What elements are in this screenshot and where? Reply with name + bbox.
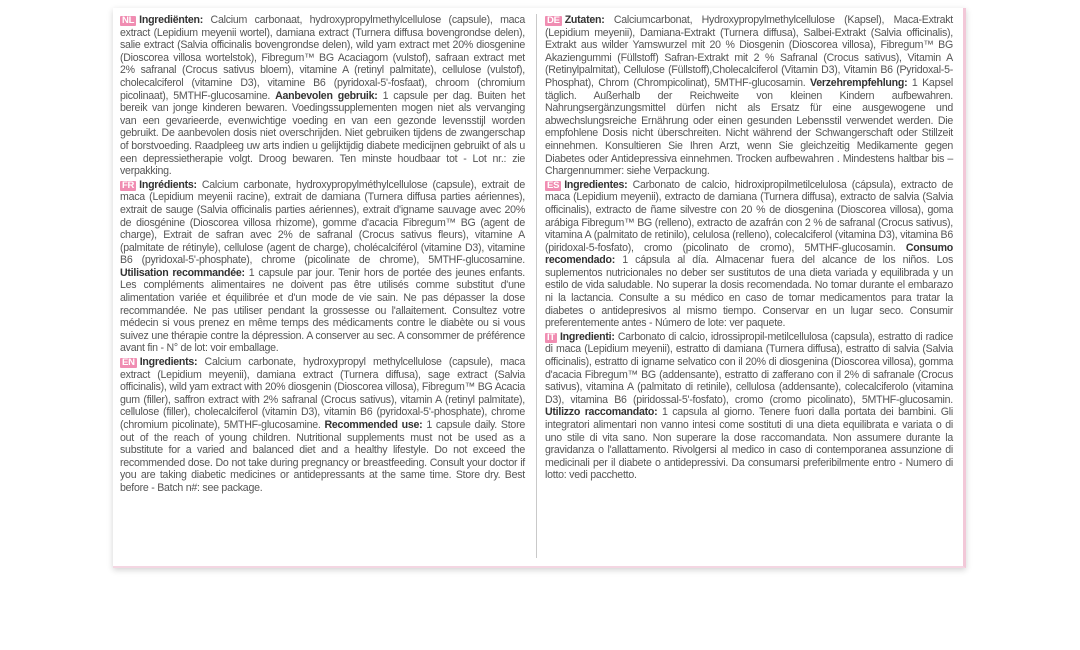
ingredients-text-nl: Calcium carbonaat, hydroxypropylmethylcellulose (capsule), maca extract (Lepidium meyenii wortel), damiana extract (Turnera diffusa bovengrondse delen), salie extract (Salvia officinalis bovengrondse delen), wild yam extract met 20% diosgenine (Dioscorea villosa wortelstok), Fibregum™ BG Acaciagom (vulstof), safraan extract met 2% safranal (Crocus sativus bloem), vitamine A (retinyl palmitate), cellulose (vulstof), cholecalciferol (vitamine D3), vitamine B6 (pyridoxal-5'-fosfaat), chroom (chromium picolinaat), 5MTHF-glucosamine.: [120, 14, 525, 102]
ingredients-heading-es: Ingredientes:: [564, 178, 628, 191]
ingredients-text-it: Carbonato di calcio, idrossipropil-metilcellulosa (capsula), estratto di radice di maca (Lepidium meyenii), estratto di damiana (Turnera diffusa), estratto di salvia (Salvia officinalis), estratto di igname selvatico con il 20% di diosgenina (Dioscorea villosa), gomma d'acacia Fibregum™ BG (addensante), estratto di zafferano con il 2% di safranale (Crocus sativus), vitamina A (palmitato di retinile), cellulosa (addensante), colecalciferolo (vitamina D3), vitamina B6 (piridossal-5'-fosfato), cromo (cromo picolinato), 5MTHF-glucosamin.: [545, 330, 953, 406]
language-badge-it: IT: [547, 331, 555, 343]
section-de: [545, 14, 953, 178]
ingredients-text-de: Calciumcarbonat, Hydroxypropylmethylcellulose (Kapsel), Maca-Extrakt (Lepidium meyenii), Damiana-Extrakt (Turnera diffusa), Salbei-Extrakt (Salvia officinalis), Extrakt aus wilder Yamswurzel mit 20 % Diosgenin (Dioscorea villosa), Fibregum™ BG Akaziengummi (Füllstoff) Safran-Extrakt mit 2 % Safranal (Crocus sativus), Vitamin A (Retinylpalmitat), Cellulose (Füllstoff),Cholecalciferol (Vitamin D3), Vitamin B6 (Pyridoxal-5-Phosphat), Chrom (Chrompicolinat), 5MTHF-glucosamin.: [545, 14, 953, 89]
ingredients-heading-fr: Ingrédients:: [139, 178, 197, 191]
ingredients-heading-nl: Ingrediënten:: [139, 14, 204, 26]
ingredients-text-fr: Calcium carbonate, hydroxypropylméthylcellulose (capsule), extrait de maca (Lepidium meyenii racine), extrait de damiana (Turnera diffusa parties aériennes), extrait de sauge (Salvia officinalis parties aériennes), extrait d'igname sauvage avec 20% de diosgénine (Dioscorea villosa rhizome), gomme d'acacia Fibregum™ BG (agent de charge), Extrait de safran avec 2% de safranal (Crocus sativus fleurs), vitamine A (palmitate de rétinyle), cellulose (agent de charge), cholécalciférol (vitamine D3), vitamine B6 (pyridoxal-5'-phosphate), chrome (picolinate de chrome), 5MTHF-glucosamine.: [120, 178, 525, 267]
section-es: [545, 179, 953, 330]
usage-text-fr: 1 capsule par jour. Tenir hors de portée des jeunes enfants. Les compléments alimentaires ne doivent pas être utilisés comme substitut d'une alimentation variée et équilibrée et d'un mode de vie sain. Ne pas dépasser la dose recommandée. Ne pas utiliser pendant la grossesse ou l'allaitement. Consultez votre médecin si vous prenez en même temps des médicaments contre le diabète ou si vous suivez une thérapie contre la dépression. A conserver au sec. A consommer de préférence avant fin - N° de lot: voir emballage.: [120, 266, 525, 355]
usage-heading-nl: Aanbevolen gebruik:: [275, 89, 378, 102]
column-divider: [536, 14, 537, 558]
section-nl: [120, 14, 525, 178]
usage-text-nl: 1 capsule per dag. Buiten het bereik van jonge kinderen bewaren. Voedingssupplementen mogen niet als vervanging van een gevarieerde, evenwichtige voeding en van een gezonde levensstijl worden gebruikt. De aanbevolen dosis niet overschrijden. Niet gebruiken tijdens de zwangerschap of borstvoeding. Raadpleeg uw arts indien u gelijktijdig diabete medicijnen gebruikt of als u een depressietherapie volgt. Droog bewaren. Ten minste houdbaar tot - Lot nr.: zie verpakking.: [120, 89, 526, 178]
usage-text-de: 1 Kapsel täglich. Außerhalb der Reichweite von kleinen Kindern aufbewahren. Nahrungsergänzungsmittel dürfen nicht als Ersatz für eine ausgewogene und abwechslungsreiche Ernährung oder einen gesunden Lebensstil verwendet werden. Die empfohlene Dosis nicht überschreiten. Nicht während der Schwangerschaft oder Stillzeit einnehmen. Konsultieren Sie Ihren Arzt, wenn Sie gleichzeitig Medikamente gegen Diabetes oder Antidepressiva einnehmen. Trocken aufbewahren . Mindestens haltbar bis – Chargennummer: siehe Verpackung.: [545, 76, 953, 178]
section-it: [545, 331, 953, 482]
right-column: [545, 14, 953, 483]
section-fr: [120, 179, 525, 355]
language-badge-nl: NL: [122, 15, 135, 26]
usage-heading-it: Utilizzo raccomandato:: [545, 406, 658, 419]
usage-heading-fr: Utilisation recommandée:: [120, 266, 245, 279]
language-badge-fr: FR: [122, 179, 135, 191]
usage-heading-en: Recommended use:: [324, 419, 423, 431]
language-badge-es: ES: [547, 179, 560, 191]
ingredients-heading-it: Ingredienti:: [559, 330, 615, 343]
ingredients-heading-en: Ingredients:: [139, 356, 198, 369]
section-en: [120, 356, 525, 495]
language-badge-en: EN: [122, 357, 135, 369]
ingredients-text-es: Carbonato de calcio, hidroxipropilmetilcelulosa (cápsula), extracto de maca (Lepidium meyenii), extracto de damiana (Turnera diffusa), extracto de salvia (Salvia officinalis), extracto de ñame silvestre con 20 % de diosgenina (Dioscorea villosa), goma arábiga Fibregum™ BG (relleno), extracto de azafrán con 2 % de safranal (Crocus sativus), vitamina A (palmitato de retinilo), celulosa (relleno), colecalciferol (vitamina D3), vitamina B6 (piridoxal-5-fosfato), cromo (picolinato de cromo), 5MTHF-glucosamin.: [545, 178, 953, 254]
usage-text-es: 1 cápsula al día. Almacenar fuera del alcance de los niños. Los suplementos nutricionales no deber ser sustitutos de una dieta variada y equilibrada y un estilo de vida saludable. No superar la dosis recomendada. No tomar durante el embarazo ni la lactancia. Consulte a su médico en caso de tomar medicamentos para tratar la diabetes o antidepresivos al mismo tiempo. Conservar en un lugar seco. Consumir preferentemente antes - Número de lote: ver paquete.: [545, 254, 953, 330]
ingredients-text-en: Calcium carbonate, hydroxypropyl methylcellulose (capsule), maca extract (Lepidium meyenii), damiana extract (Turnera diffusa), sage extract (Salvia officinalis), wild yam extract with 20% diosgenin (Dioscorea villosa), Fibregum™ BG Acacia gum (filler), saffron extract with 2% safranal (Crocus sativus), vitamin A (retinyl palmitate), cellulose (filler), cholecalciferol (vitamin D3), vitamin B6 (pyridoxal-5'-phosphate), chrome (chromium picolinate), 5MTHF-glucosamine.: [120, 356, 525, 431]
usage-text-it: 1 capsula al giorno. Tenere fuori dalla portata dei bambini. Gli integratori alimentari non vanno intesi come sostituti di una dieta equilibrata e variata o di uno stile di vita sano. Non superare la dose raccomandata. Non assumere durante la gravidanza o l'allattamento. Rivolgersi al medico in caso di contemporanea assunzione di medicinali per il diabete o antidepressivi. Da consumarsi preferibilmente entro - Numero di lotto: vedi pacchetto.: [545, 406, 953, 482]
usage-text-en: 1 capsule daily. Store out of the reach of young children. Nutritional supplements must not be used as a substitute for a varied and balanced diet and a healthy lifestyle. Do not exceed the recommended dose. Do not take during pregnancy or breastfeeding. Consult your doctor if you are taking diabetic medicines or antidepressants at the same time. Store dry. Best before - Batch n#: see package.: [120, 419, 525, 494]
ingredients-heading-de: Zutaten:: [564, 14, 605, 26]
package-label: [113, 8, 966, 568]
usage-heading-de: Verzehrempfehlung:: [810, 76, 908, 89]
language-badge-de: DE: [547, 15, 560, 26]
usage-heading-es: Consumo recomendado:: [545, 241, 953, 267]
left-column: [120, 14, 525, 496]
